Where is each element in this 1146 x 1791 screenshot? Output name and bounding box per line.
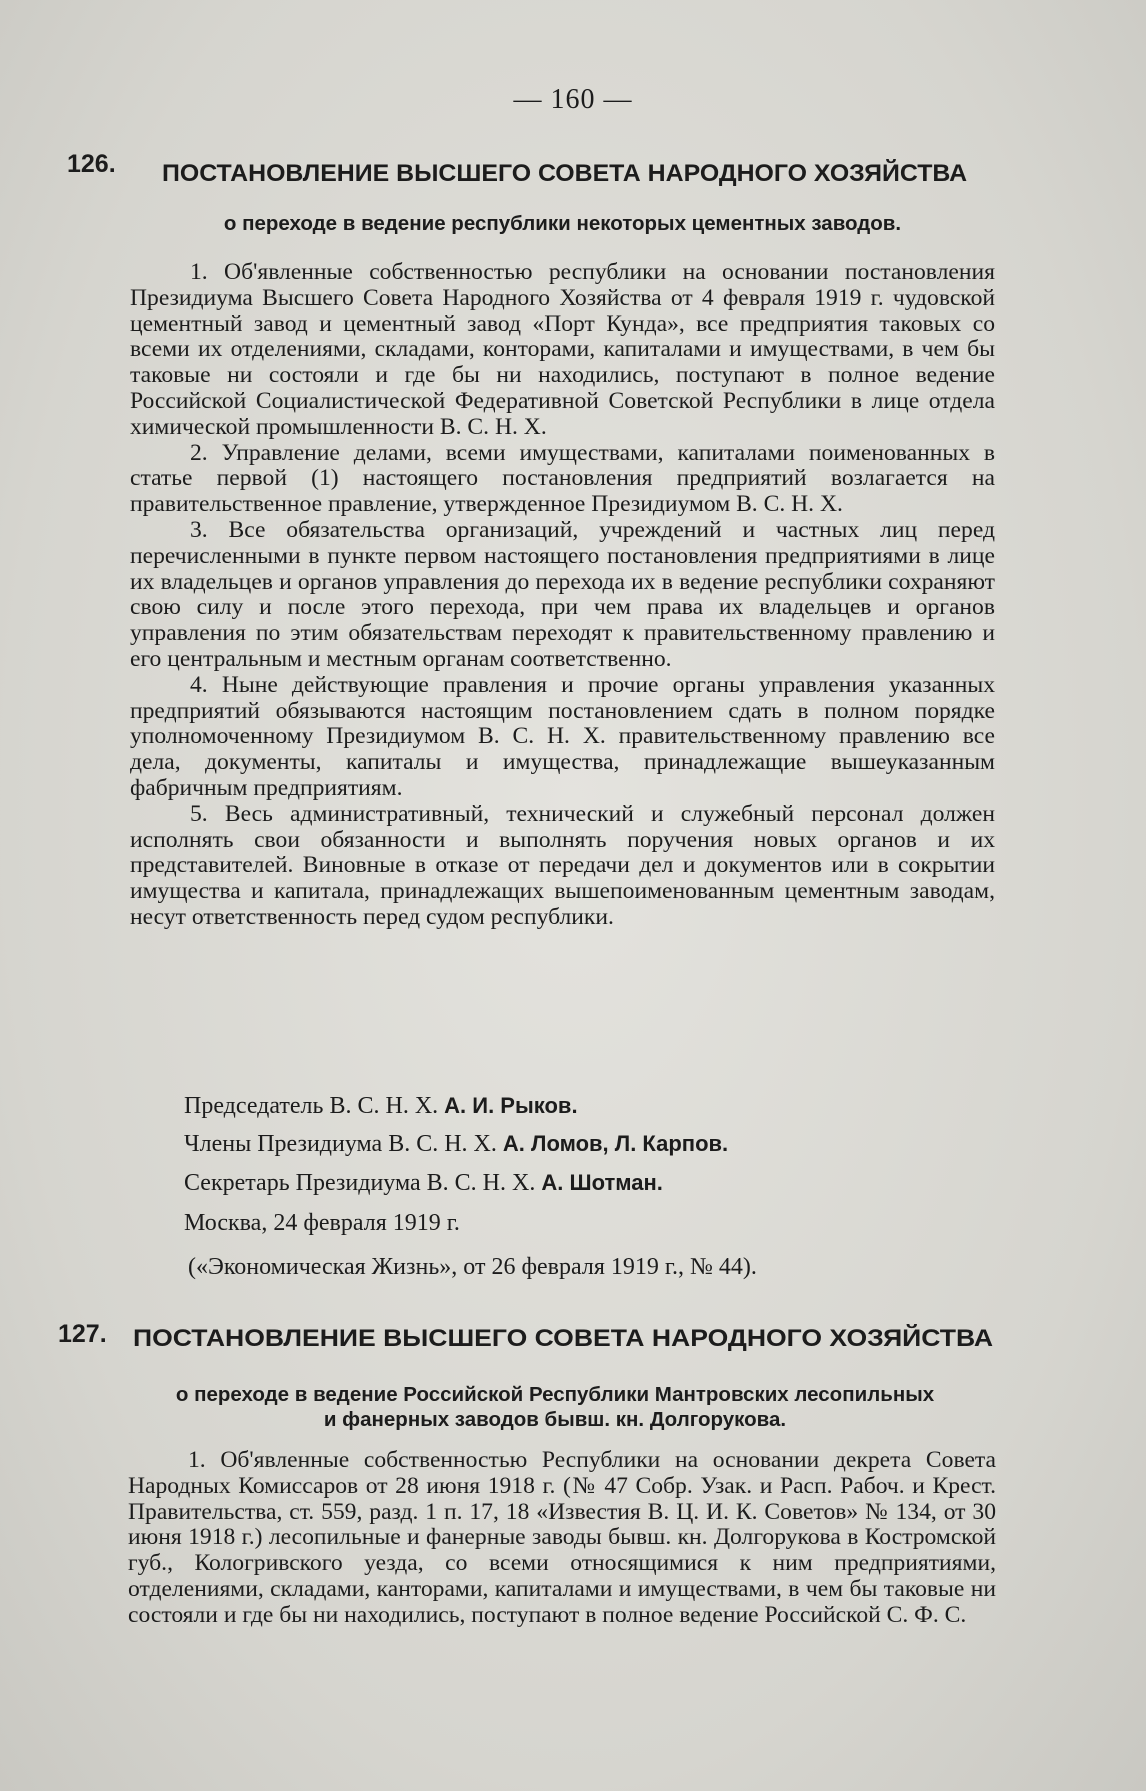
secretary-signature xyxy=(184,1170,663,1197)
page-number: — 160 — xyxy=(513,84,633,115)
doc-126-body xyxy=(130,260,995,931)
chairman-signature xyxy=(184,1093,578,1120)
place-date: Москва, 24 февраля 1919 г. xyxy=(184,1210,460,1236)
doc-126-paragraph-5: 5. Весь административный, технический и служебный персонал должен исполнять свои обязанности и выполнять поручения новых органов и их представителей. Виновные в отказе от передачи дел и документов или в сокрытии имущества и капитала, принадлежащих вышепоименованным цементным заводам, несут ответственность перед судом республики. xyxy=(130,800,995,930)
doc-127-subtitle-line-2: и фанерных заводов бывш. кн. Долгорукова. xyxy=(323,1408,787,1431)
doc-126-paragraph-4: 4. Ныне действующие правления и прочие органы управления указанных предприятий обязываются настоящим постановлением сдать в полном порядке уполномоченному Президиумом В. С. Н. Х. правительственному правлению все дела, документы, капиталы и имущества, принадлежащие вышеуказанным фабричным предприятиям. xyxy=(130,671,995,801)
doc-127-paragraph-1: 1. Об'явленные собственностью Республики на основании декрета Совета Народных Комиссаров от 28 июня 1918 г. (№ 47 Собр. Узак. и Расп. Рабоч. и Крест. Правительства, ст. 559, разд. 1 п. 17, 18 «Известия В. Ц. И. К. Советов» № 134, от 30 июня 1918 г.) лесопильные и фанерные заводы бывш. кн. Долгорукова в Костромской губ., Кологривского уезда, со всеми относящимися к ним предприятиями, отделениями, складами, канторами, капиталами и имуществами, в чем бы таковые ни состояли и где бы ни находились, поступают в полное ведение Российской С. Ф. С. xyxy=(128,1447,996,1628)
doc-127-subtitle-line-1: о переходе в ведение Российской Республики Мантровских лесопильных xyxy=(175,1383,935,1406)
doc-127-number: 127. xyxy=(58,1320,107,1348)
doc-126-number: 126. xyxy=(67,150,116,178)
secretary-label: Секретарь Президиума В. С. Н. Х. xyxy=(184,1170,536,1196)
doc-127-title: ПОСТАНОВЛЕНИЕ ВЫСШЕГО СОВЕТА НАРОДНОГО ХОЗЯЙСТВА xyxy=(133,1325,994,1352)
chairman-name: А. И. Рыков. xyxy=(444,1093,578,1118)
doc-127-body xyxy=(128,1448,996,1629)
doc-126-paragraph-3: 3. Все обязательства организаций, учреждений и частных лиц перед перечисленными в пункте первом настоящего постановления предприятиями в лице их владельцев и органов управления до перехода их в ведение республики сохраняют свою силу и после этого перехода, при чем права их владельцев и органов управления по этим обязательствам переходят к правительственному правлению и его центральным и местным органам соответственно. xyxy=(130,516,995,672)
doc-126-paragraph-2: 2. Управление делами, всеми имуществами, капиталами поименованных в статье первой (1) настоящего постановления предприятий возлагается на правительственное правление, утвержденное Президиумом В. С. Н. Х. xyxy=(130,439,995,518)
chairman-label: Председатель В. С. Н. Х. xyxy=(184,1093,439,1119)
doc-126-subtitle: о переходе в ведение республики некоторых цементных заводов. xyxy=(223,212,902,235)
members-names: А. Ломов, Л. Карпов. xyxy=(502,1131,729,1156)
members-label: Члены Президиума В. С. Н. Х. xyxy=(184,1131,497,1157)
members-signature xyxy=(184,1131,728,1158)
doc-126-paragraph-1: 1. Об'явленные собственностью республики на основании постановления Президиума Высшего Совета Народного Хозяйства от 4 февраля 1919 г. чудовской цементный завод и цементный завод «Порт Кунда», все предприятия таковых со всеми их отделениями, складами, конторами, капиталами и имуществами, в чем бы таковые ни состояли и где бы ни находились, поступают в полное ведение Российской Социалистической Федеративной Советской Республики в лице отдела химической промышленности В. С. Н. Х. xyxy=(130,259,995,440)
source-citation: («Экономическая Жизнь», от 26 февраля 1919 г., № 44). xyxy=(188,1254,757,1280)
secretary-name: А. Шотман. xyxy=(541,1170,663,1195)
doc-126-title: ПОСТАНОВЛЕНИЕ ВЫСШЕГО СОВЕТА НАРОДНОГО ХОЗЯЙСТВА xyxy=(162,160,968,187)
